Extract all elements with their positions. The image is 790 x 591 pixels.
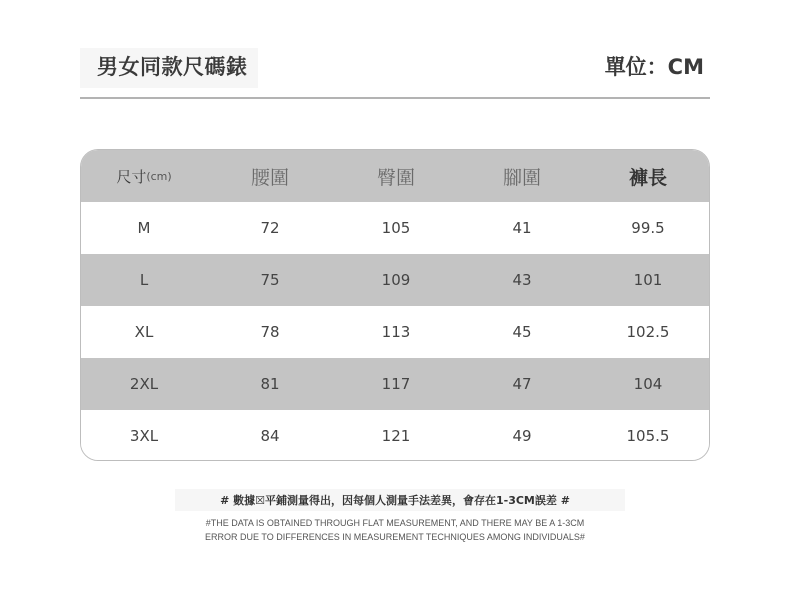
cell-leg-opening: 41 [512,219,532,237]
measurement-note-chinese: # 數據☒平鋪測量得出，因每個人測量手法差異，會存在1-3CM誤差 # [220,494,570,507]
cell-waist: 75 [260,271,280,289]
column-header-length: 褲長 [628,166,667,189]
cell-waist: 81 [260,375,280,393]
cell-length: 105.5 [626,427,670,445]
table-row [81,358,709,410]
column-header-size-label: 尺寸 [116,167,147,186]
cell-hip: 121 [381,427,411,445]
cell-hip: 113 [381,323,411,341]
column-header-waist: 腰圍 [250,166,289,189]
cell-size: 2XL [129,375,159,393]
cell-size: M [137,219,151,237]
cell-waist: 84 [260,427,280,445]
cell-leg-opening: 47 [512,375,532,393]
cell-size: XL [134,323,154,341]
cell-length: 101 [633,271,663,289]
cell-waist: 72 [260,219,280,237]
cell-hip: 117 [381,375,411,393]
column-header-leg-opening: 腳圍 [502,166,541,189]
cell-size: 3XL [129,427,159,445]
page-title: 男女同款尺碼錶 [97,55,248,79]
cell-leg-opening: 45 [512,323,532,341]
cell-leg-opening: 49 [512,427,532,445]
table-row [81,410,709,461]
cell-length: 99.5 [631,219,665,237]
measurement-note-english-line2: ERROR DUE TO DIFFERENCES IN MEASUREMENT TECHNIQUES AMONG INDIVIDUALS# [205,532,585,542]
cell-hip: 105 [381,219,411,237]
unit-label: 單位：CM [604,55,704,79]
cell-length: 102.5 [626,323,670,341]
header-divider [80,97,710,99]
cell-length: 104 [633,375,663,393]
cell-hip: 109 [381,271,411,289]
table-header-row [81,150,709,202]
header [80,48,710,88]
table-row [81,254,709,306]
cell-size: L [139,271,149,289]
column-header-hip: 臀圍 [376,166,415,189]
table-row [81,306,709,358]
column-header-size [81,150,207,202]
measurement-note-english-line1: #THE DATA IS OBTAINED THROUGH FLAT MEASUREMENT, AND THERE MAY BE A 1-3CM [205,518,585,528]
cell-leg-opening: 43 [512,271,532,289]
column-header-size-unit: (cm) [146,169,172,183]
table-row [81,202,709,254]
size-table [80,149,710,461]
cell-waist: 78 [260,323,280,341]
